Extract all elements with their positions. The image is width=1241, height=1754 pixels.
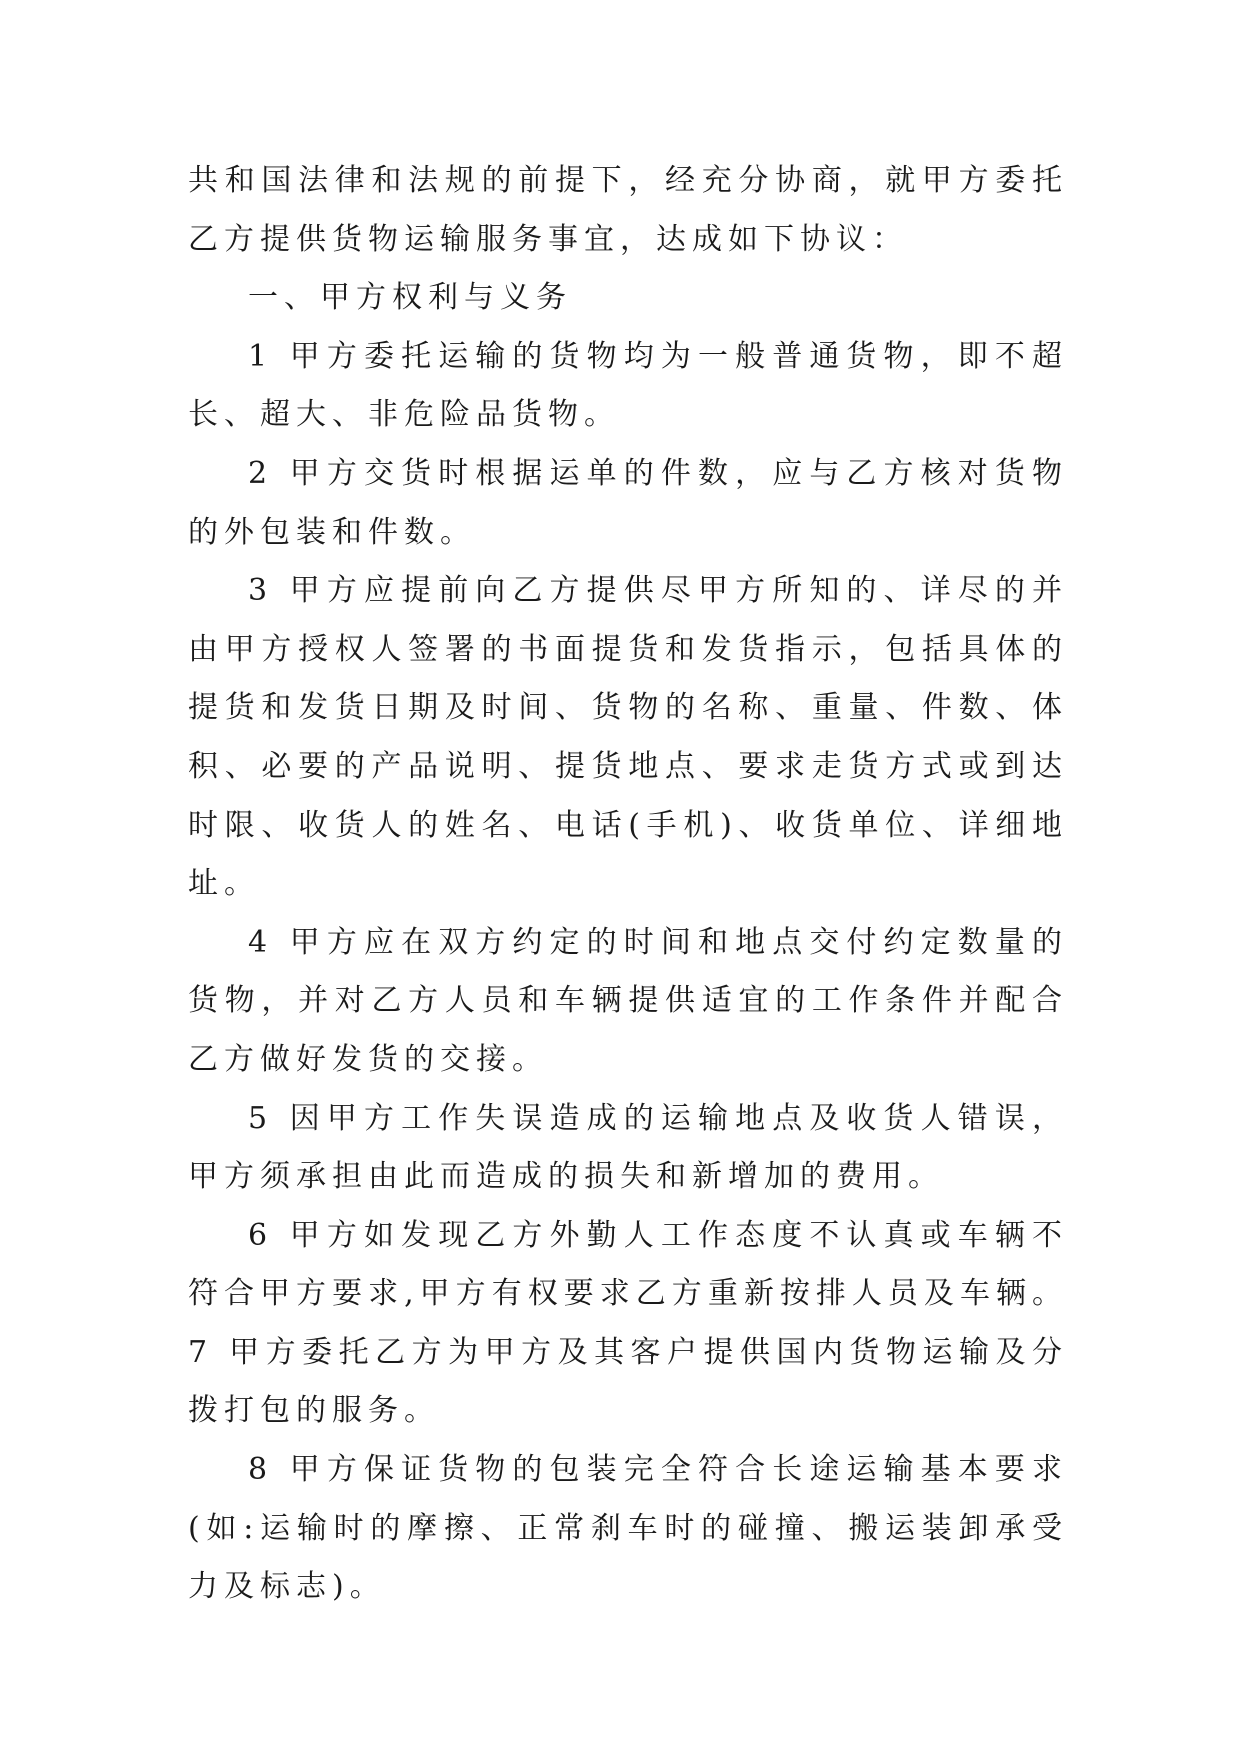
clause-8: 8 甲方保证货物的包装完全符合长途运输基本要求(如:运输时的摩擦、正常刹车时的碰撞、搬运装卸承受力及标志)。 bbox=[188, 1452, 1068, 1605]
clause-5: 5 因甲方工作失误造成的运输地点及收货人错误，甲方须承担由此而造成的损失和新增加的费用。 bbox=[188, 1100, 1068, 1195]
paragraph-preamble-continuation: 共和国法律和法规的前提下，经充分协商，就甲方委托乙方提供货物运输服务事宜，达成如下协议： bbox=[188, 163, 1068, 257]
document-body bbox=[188, 152, 1068, 1617]
clause-4: 4 甲方应在双方约定的时间和地点交付约定数量的货物，并对乙方人员和车辆提供适宜的工作条件并配合乙方做好发货的交接。 bbox=[188, 924, 1068, 1077]
clause-2: 2 甲方交货时根据运单的件数，应与乙方核对货物的外包装和件数。 bbox=[188, 455, 1068, 550]
clause-1: 1 甲方委托运输的货物均为一般普通货物，即不超长、超大、非危险品货物。 bbox=[188, 338, 1068, 433]
clause-6-7: 6 甲方如发现乙方外勤人工作态度不认真或车辆不符合甲方要求,甲方有权要求乙方重新按排人员及车辆。 7 甲方委托乙方为甲方及其客户提供国内货物运输及分拨打包的服务。 bbox=[188, 1217, 1068, 1429]
clause-3: 3 甲方应提前向乙方提供尽甲方所知的、详尽的并由甲方授权人签署的书面提货和发货指示，包括具体的提货和发货日期及时间、货物的名称、重量、件数、体积、必要的产品说明、提货地点、要求走货方式或到达时限、收货人的姓名、电话(手机)、收货单位、详细地址。 bbox=[188, 573, 1068, 902]
section-heading-party-a-rights: 一、甲方权利与义务 bbox=[248, 280, 572, 316]
